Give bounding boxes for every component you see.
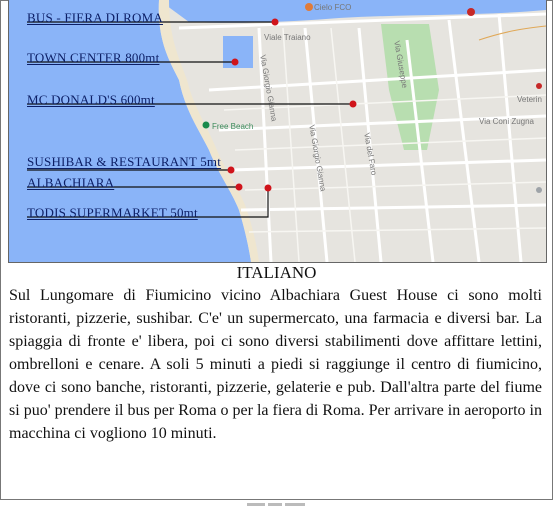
map-label-via-giuseppe: Via Giuseppe <box>392 40 410 89</box>
map-label-via-giorgio-gianna: Via Giorgio Gianna <box>258 54 279 122</box>
marker-label-mcdonalds: MC DONALD'S 600mt <box>27 92 155 107</box>
cut-off-heading-fragment <box>247 493 317 499</box>
park-area <box>381 24 439 150</box>
marker-label-bus: BUS - FIERA DI ROMA <box>27 10 163 25</box>
map-label-via-giorgio-gianna-2: Via Giorgio Gianna <box>307 124 328 192</box>
map-label-via-del-faro: Via del Faro <box>362 132 379 176</box>
marker-dot-todis <box>265 185 272 192</box>
map-label-viale-traiano: Viale Traiano <box>264 33 311 42</box>
map-label-via-coni-zugna: Via Coni Zugna <box>479 117 534 126</box>
marker-dot-town-center <box>232 59 239 66</box>
marker-dot-bus <box>272 19 279 26</box>
neighborhood-map[interactable] <box>8 0 547 263</box>
marker-label-albachiara: ALBACHIARA <box>27 175 115 190</box>
sea-water <box>9 0 254 262</box>
marker-dot-sushibar <box>228 167 235 174</box>
map-label-cielo: Cielo FCO <box>314 3 352 12</box>
marker-label-town-center: TOWN CENTER 800mt <box>27 50 160 65</box>
map-label-free-beach: Free Beach <box>212 122 254 131</box>
marker-label-sushibar: SUSHIBAR & RESTAURANT 5mt <box>27 154 222 169</box>
map-label-veterin: Veterin <box>517 95 542 104</box>
section-title: ITALIANO <box>236 263 317 282</box>
description-paragraph: Sul Lungomare di Fiumicino vicino Albachiara Guest House ci sono molti ristoranti, pizzerie, sushibar. C'e' un supermercato, una farmacia e diversi bar. La spiaggia di fronte e' libera, poi ci sono diversi stabilimenti dove affittare lettini, ombrelloni e cenare. A soli 5 minuti a piedi si raggiunge il centro di fiumicino, dove ci sono banche, ristoranti, pizzerie, gelaterie e pub. Dall'altra parte del fiume si puo' prendere il bus per Roma o per la fiera di Roma. Per arrivare in aeroporto in macchina ci vogliono 10 minuti. <box>9 287 542 442</box>
marker-dot-albachiara <box>236 184 243 191</box>
marker-label-todis: TODIS SUPERMARKET 50mt <box>27 205 198 220</box>
marker-dot-mcdonalds <box>350 101 357 108</box>
river-water <box>159 0 546 23</box>
